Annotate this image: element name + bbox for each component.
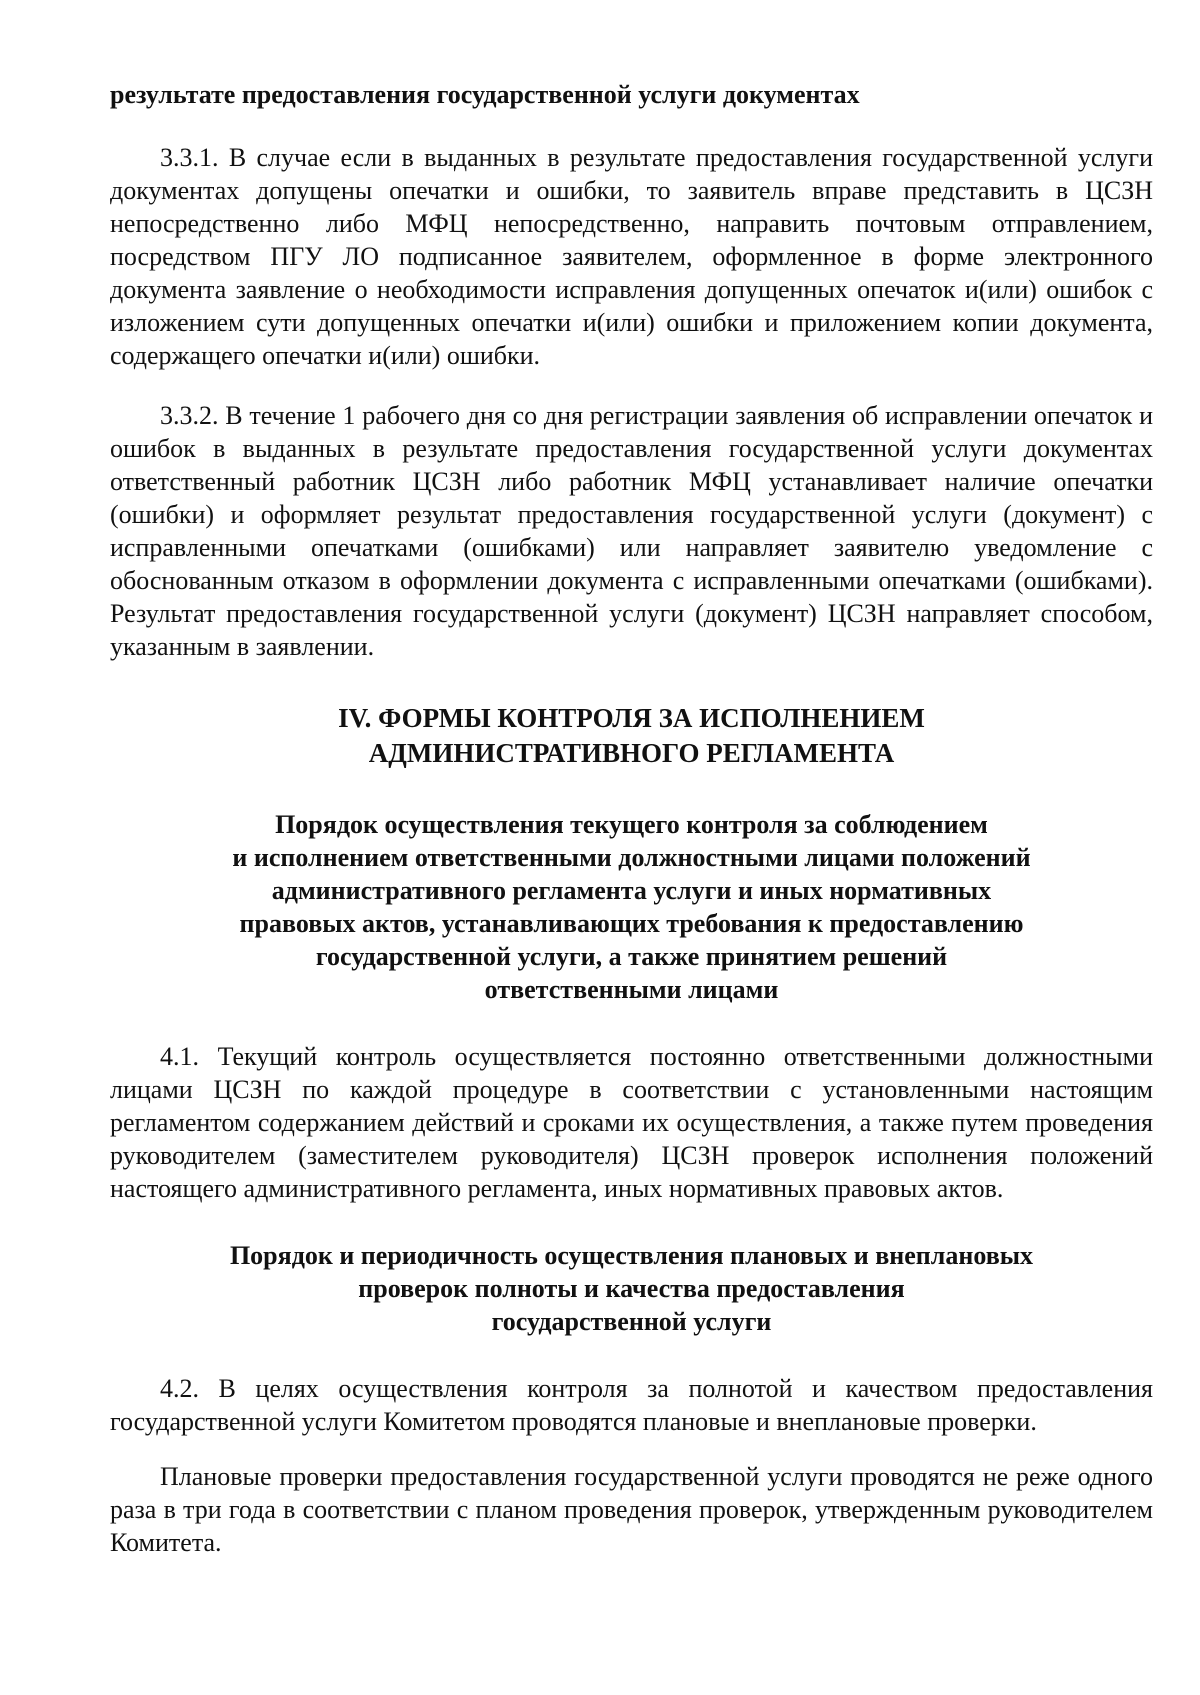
section-heading-inspections: Порядок и периодичность осуществления плановых и внеплановых проверок полноты и качества предоставления государственной услуги (229, 1241, 1034, 1336)
chapter-title: IV. ФОРМЫ КОНТРОЛЯ ЗА ИСПОЛНЕНИЕМ АДМИНИСТРАТИВНОГО РЕГЛАМЕНТА (338, 703, 925, 768)
document-body (110, 78, 1153, 1559)
section-heading-current-control: Порядок осуществления текущего контроля за соблюдением и исполнением ответственными должностными лицами положений административного регламента услуги и иных нормативных правовых актов, устанавливающих требования к предоставлению государственной услуги, а также принятием решений ответственными лицами (232, 810, 1031, 1004)
paragraph-3-3-1: 3.3.1. В случае если в выданных в результате предоставления государственной услуги документах допущены опечатки и ошибки, то заявитель вправе представить в ЦСЗН непосредственно либо МФЦ непосредственно, направить почтовым отправлением, посредством ПГУ ЛО подписанное заявителем, оформленное в форме электронного документа заявление о необходимости исправления допущенных опечаток и(или) ошибок с изложением сути допущенных опечатки и(или) ошибки и приложением копии документа, содержащего опечатки и(или) ошибки. (110, 143, 1153, 370)
paragraph-4-1: 4.1. Текущий контроль осуществляется постоянно ответственными должностными лицами ЦСЗН по каждой процедуре в соответствии с установленными настоящим регламентом содержанием действий и сроками их осуществления, а также путем проведения руководителем (заместителем руководителя) ЦСЗН проверок исполнения положений настоящего административного регламента, иных нормативных правовых актов. (110, 1042, 1153, 1203)
paragraph-planned-inspections: Плановые проверки предоставления государственной услуги проводятся не реже одного раза в три года в соответствии с планом проведения проверок, утвержденным руководителем Комитета. (110, 1462, 1153, 1557)
paragraph-4-2: 4.2. В целях осуществления контроля за полнотой и качеством предоставления государственной услуги Комитетом проводятся плановые и внеплановые проверки. (110, 1374, 1153, 1436)
continued-heading-line: результате предоставления государственной услуги документах (110, 80, 860, 109)
paragraph-3-3-2: 3.3.2. В течение 1 рабочего дня со дня регистрации заявления об исправлении опечаток и ошибок в выданных в результате предоставления государственной услуги документах ответственный работник ЦСЗН либо работник МФЦ устанавливает наличие опечатки (ошибки) и оформляет результат предоставления государственной услуги (документ) с исправленными опечатками (ошибками) или направляет заявителю уведомление с обоснованным отказом в оформлении документа с исправленными опечатками (ошибками). Результат предоставления государственной услуги (документ) ЦСЗН направляет способом, указанным в заявлении. (110, 401, 1153, 661)
